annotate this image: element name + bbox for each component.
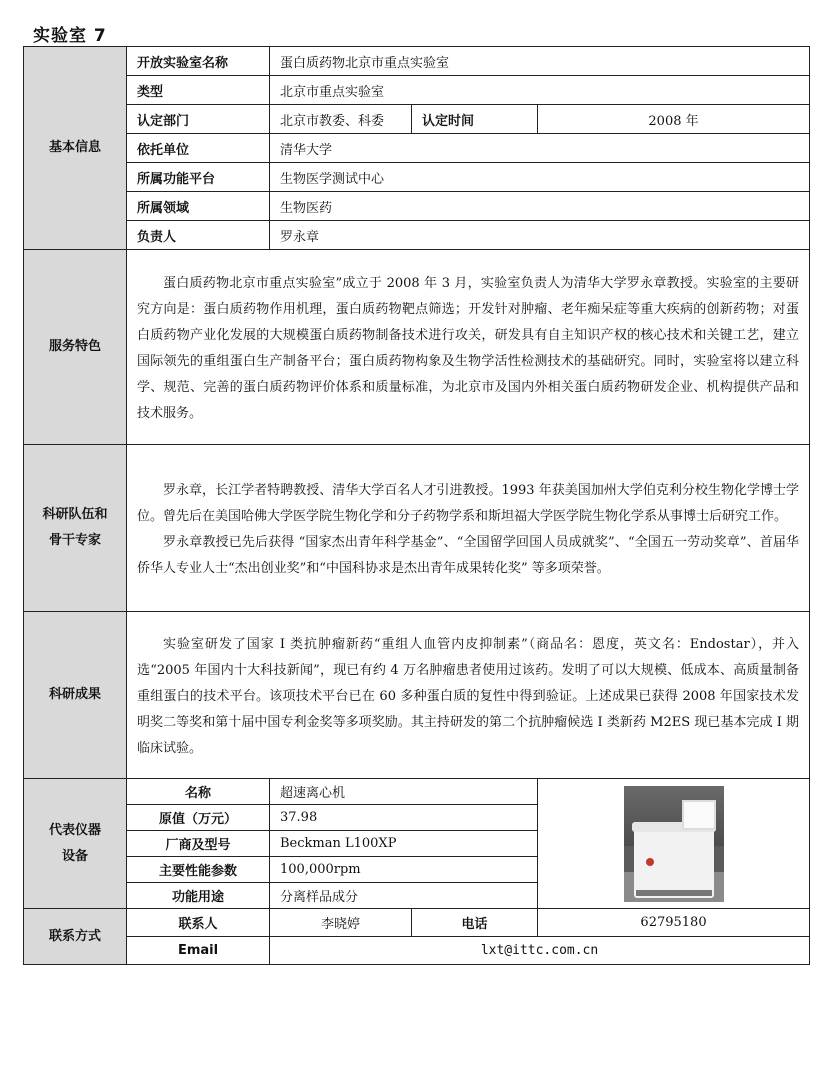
instrument-value-label: 原值（万元） <box>127 805 270 831</box>
centrifuge-photo <box>624 786 724 902</box>
instrument-photo-cell <box>538 779 810 909</box>
section-contact: 联系方式 <box>24 909 127 965</box>
centrifuge-base <box>636 890 712 896</box>
unit-label: 依托单位 <box>127 134 270 163</box>
field-label: 所属领域 <box>127 192 270 221</box>
contact-email-value[interactable]: lxt@ittc.com.cn <box>270 937 810 965</box>
section-service: 服务特色 <box>24 250 127 445</box>
contact-email-label: Email <box>127 937 270 965</box>
results-text: 实验室研发了国家 I 类抗肿瘤新药“重组人血管内皮抑制素”（商品名：恩度，英文名：Endostar），并入选“2005 年国内十大科技新闻”，现已有约 4 万名肿瘤患者使用过该药。发明了可以大规模、低成本、高质量制备重组蛋白的技术平台。该项技术平台已在 60 多种蛋白质的复性中得到验证。上述成果已获得 2008 年国家技术发明奖二等奖和第十届中国专利金奖等多项奖励。其主持研发的第二个抗肿瘤候选 I 类新药 M2ES 现已基本完成 I 期临床试验。 <box>137 637 800 756</box>
time-value: 2008 年 <box>538 105 810 134</box>
section-team <box>24 445 127 612</box>
page-title: 实验室 7 <box>33 26 107 46</box>
instrument-name-value: 超速离心机 <box>270 779 538 805</box>
contact-phone-label: 电话 <box>412 909 538 937</box>
instrument-maker-label: 厂商及型号 <box>127 831 270 857</box>
section-team-line2: 骨干专家 <box>48 533 101 548</box>
section-instrument <box>24 779 127 909</box>
platform-label: 所属功能平台 <box>127 163 270 192</box>
platform-value: 生物医学测试中心 <box>270 163 810 192</box>
service-cell <box>127 250 810 445</box>
instrument-value-value: 37.98 <box>270 805 538 831</box>
lab-name-label: 开放实验室名称 <box>127 47 270 76</box>
centrifuge-logo <box>646 858 654 866</box>
section-instrument-line2: 设备 <box>61 848 88 864</box>
instrument-perf-value: 100,000rpm <box>270 857 538 883</box>
section-basic-info: 基本信息 <box>24 47 127 250</box>
time-label: 认定时间 <box>412 105 538 134</box>
results-cell <box>127 612 810 779</box>
section-results: 科研成果 <box>24 612 127 779</box>
team-paragraph-1: 罗永章，长江学者特聘教授、清华大学百名人才引进教授。1993 年获美国加州大学伯克利分校生物化学博士学位。曾先后在美国哈佛大学医学院生物化学和分子药物学系和斯坦福大学医学院生物化学系从事博士后研究工作。 <box>137 483 800 524</box>
section-team-line1: 科研队伍和 <box>42 507 108 522</box>
instrument-perf-label: 主要性能参数 <box>127 857 270 883</box>
dept-label: 认定部门 <box>127 105 270 134</box>
type-label: 类型 <box>127 76 270 105</box>
type-value: 北京市重点实验室 <box>270 76 810 105</box>
team-paragraph-2: 罗永章教授已先后获得 “国家杰出青年科学基金”、“全国留学回国人员成就奖”、“全国五一劳动奖章”、首届华侨华人专业人士“杰出创业奖”和“中国科协求是杰出青年成果转化奖” 等多项荣誉。 <box>137 535 800 576</box>
dept-value: 北京市教委、科委 <box>270 105 412 134</box>
service-text: 蛋白质药物北京市重点实验室”成立于 2008 年 3 月，实验室负责人为清华大学罗永章教授。实验室的主要研究方向是：蛋白质药物作用机理，蛋白质药物靶点筛选；开发针对肿瘤、老年痴呆症等重大疾病的创新药物；对蛋白质药物产业化发展的大规模蛋白质药物制备技术进行攻关，研发具有自主知识产权的核心技术和关键工艺，建立国际领先的重组蛋白生产制备平台；蛋白质药物构象及生物学活性检测技术的基础研究。同时，实验室将以建立科学、规范、完善的蛋白质药物评价体系和质量标准，为北京市及国内外相关蛋白质药物研发企业、机构提供产品和技术服务。 <box>137 276 800 421</box>
unit-value: 清华大学 <box>270 134 810 163</box>
lab-info-table <box>23 46 810 965</box>
instrument-use-value: 分离样品成分 <box>270 883 538 909</box>
instrument-name-label: 名称 <box>127 779 270 805</box>
contact-person-label: 联系人 <box>127 909 270 937</box>
instrument-maker-value: Beckman L100XP <box>270 831 538 857</box>
centrifuge-screen <box>682 800 716 830</box>
contact-phone-value: 62795180 <box>538 909 810 937</box>
lab-name-value: 蛋白质药物北京市重点实验室 <box>270 47 810 76</box>
team-cell <box>127 445 810 612</box>
contact-person-value: 李晓婷 <box>270 909 412 937</box>
head-value: 罗永章 <box>270 221 810 250</box>
head-label: 负责人 <box>127 221 270 250</box>
field-value: 生物医药 <box>270 192 810 221</box>
section-instrument-line1: 代表仪器 <box>48 822 101 838</box>
instrument-use-label: 功能用途 <box>127 883 270 909</box>
